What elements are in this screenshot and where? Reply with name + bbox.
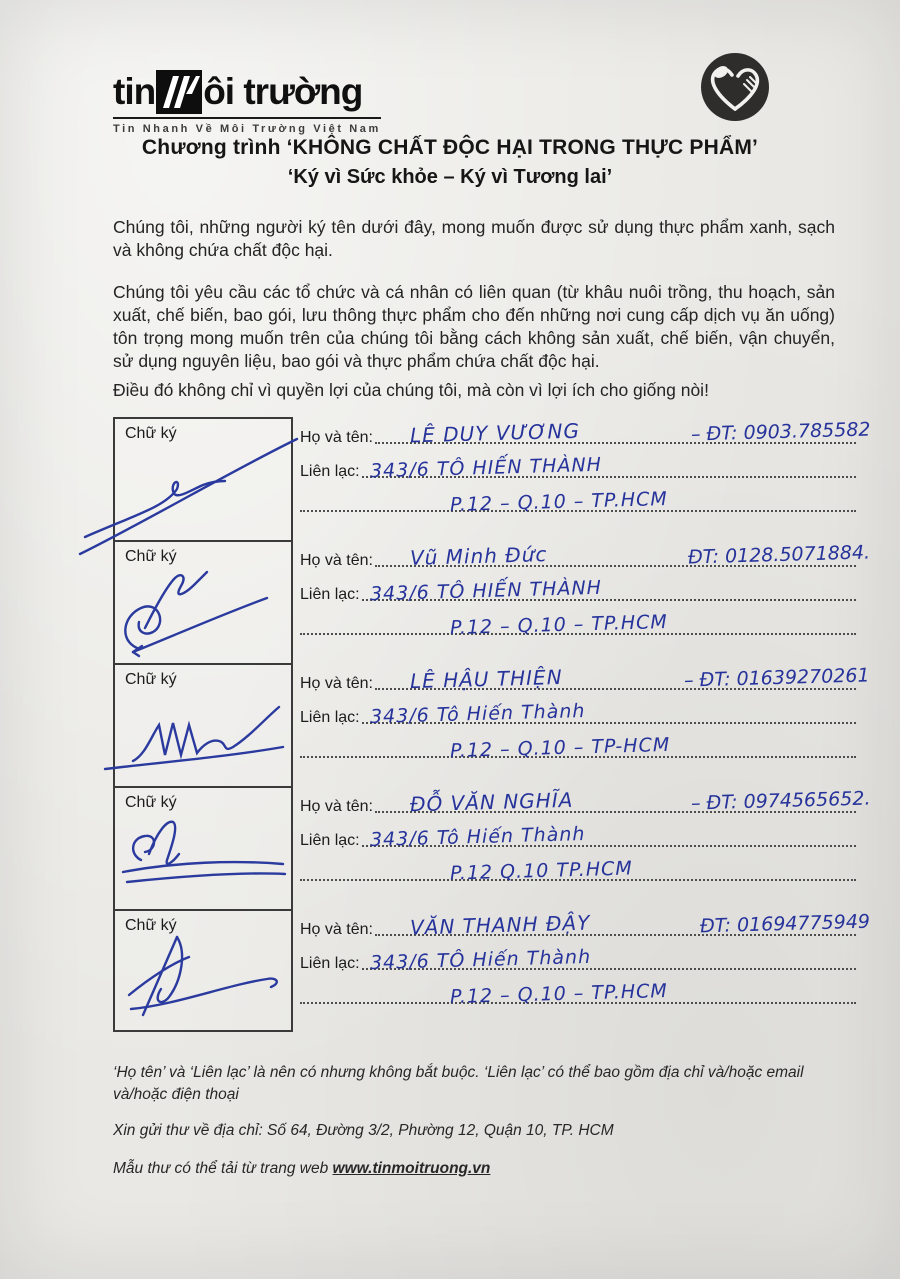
handwritten-phone: – ĐT: 0903.785582 (690, 418, 871, 446)
handwritten-address: P.12 – Q.10 – TP-HCM (449, 733, 671, 763)
handwritten-contact: 343/6 Tô Hiến Thành (369, 822, 586, 852)
signature-box-2 (113, 540, 293, 663)
signature-label: Chữ ký (125, 671, 177, 688)
title-line-2: ‘Ký vì Sức khỏe – Ký vì Tương lai’ (287, 166, 613, 188)
handwritten-address: P.12 – Q.10 – TP.HCM (449, 487, 669, 517)
form-row (300, 663, 871, 786)
handwritten-contact: 343/6 Tô Hiến Thành (369, 699, 586, 729)
logo-text-suffix: ôi trường (203, 71, 363, 112)
signature-stroke-1 (115, 419, 295, 538)
handwritten-phone: ĐT: 0128.5071884. (687, 541, 871, 569)
form-row (300, 540, 871, 663)
handwritten-address: P.12 Q.10 TP.HCM (449, 857, 634, 885)
form-rows (300, 417, 871, 1032)
handwritten-name: VĂN THANH ĐẬY (409, 910, 591, 940)
handwritten-contact: 343/6 TÔ HIẾN THÀNH (369, 576, 603, 606)
signature-label: Chữ ký (125, 548, 177, 565)
handwritten-contact: 343/6 TÔ Hiến Thành (369, 945, 592, 975)
contact-label: Liên lạc: (300, 955, 360, 972)
form-row (300, 417, 871, 540)
footer-note-address: Xin gửi thư về địa chỉ: Số 64, Đường 3/2, Phường 12, Quận 10, TP. HCM (113, 1122, 614, 1139)
handwritten-phone: ĐT: 01694775949 (699, 910, 871, 938)
contact-label: Liên lạc: (300, 586, 360, 603)
handwritten-name: LÊ DUY VƯƠNG (409, 418, 581, 448)
handwritten-contact: 343/6 TÔ HIẾN THÀNH (369, 453, 603, 483)
signature-stroke-5 (115, 911, 295, 1030)
signature-box-5 (113, 909, 293, 1032)
signature-column (113, 417, 293, 1032)
signature-label: Chữ ký (125, 425, 177, 442)
form-row (300, 786, 871, 909)
tinmoitruong-logo (113, 70, 381, 135)
signature-box-3 (113, 663, 293, 786)
footer-download-text: Mẫu thư có thể tải từ trang web (113, 1160, 333, 1177)
logo-m-icon (156, 70, 202, 114)
signature-box-1 (113, 417, 293, 540)
signature-label: Chữ ký (125, 917, 177, 934)
signature-label: Chữ ký (125, 794, 177, 811)
name-label: Họ và tên: (300, 798, 373, 815)
form-row (300, 909, 871, 1032)
contact-label: Liên lạc: (300, 709, 360, 726)
name-label: Họ và tên: (300, 552, 373, 569)
name-label: Họ và tên: (300, 675, 373, 692)
paragraph-closing: Điều đó không chỉ vì quyền lợi của chúng tôi, mà còn vì lợi ích cho giống nòi! (113, 380, 709, 400)
signature-stroke-3 (115, 665, 295, 784)
signature-stroke-4 (115, 788, 295, 907)
paragraph-request: Chúng tôi yêu cầu các tổ chức và cá nhân có liên quan (từ khâu nuôi trồng, thu hoạch, sản xuất, chế biến, bao gói, lưu thông thực phẩm cho đến những nơi cung cấp dịch vụ ăn uống) tôn trọng mong muốn trên của chúng tôi bằng cách không sản xuất, chế biến, vận chuyển, sử dụng nguyên liệu, bao gói và thực phẩm chứa chất độc hại. (113, 282, 835, 372)
handwritten-name: LÊ HẬU THIỆN (409, 664, 563, 694)
name-label: Họ và tên: (300, 429, 373, 446)
signature-stroke-2 (115, 542, 295, 661)
signature-box-4 (113, 786, 293, 909)
footer-note-download (113, 1160, 853, 1178)
name-label: Họ và tên: (300, 921, 373, 938)
handwritten-name: ĐỖ VĂN NGHĨA (409, 787, 574, 817)
handwritten-phone: – ĐT: 01639270261 (684, 664, 871, 692)
handwritten-phone: – ĐT: 0974565652. (690, 787, 871, 815)
website-link: www.tinmoitruong.vn (332, 1160, 491, 1177)
document-title (90, 136, 810, 189)
handwritten-address: P.12 – Q.10 – TP.HCM (449, 610, 669, 640)
contact-label: Liên lạc: (300, 832, 360, 849)
paragraph-intro: Chúng tôi, những người ký tên dưới đây, mong muốn được sử dụng thực phẩm xanh, sạch và không chứa chất độc hại. (113, 217, 835, 261)
footer-note-optional: ‘Họ tên’ và ‘Liên lạc’ là nên có nhưng không bắt buộc. ‘Liên lạc’ có thể bao gồm địa chỉ và/hoặc email và/hoặc điện thoại (113, 1064, 804, 1104)
contact-label: Liên lạc: (300, 463, 360, 480)
title-line-1: Chương trình ‘KHÔNG CHẤT ĐỘC HẠI TRONG THỰC PHẨM’ (141, 136, 759, 159)
handwritten-name: Vũ Minh Đức (409, 542, 548, 570)
heart-fork-spoon-icon (694, 46, 776, 128)
logo-tagline: Tin Nhanh Về Môi Trường Việt Nam (113, 117, 381, 135)
logo-text-prefix: tin (113, 71, 156, 112)
handwritten-address: P.12 – Q.10 – TP.HCM (449, 979, 669, 1009)
